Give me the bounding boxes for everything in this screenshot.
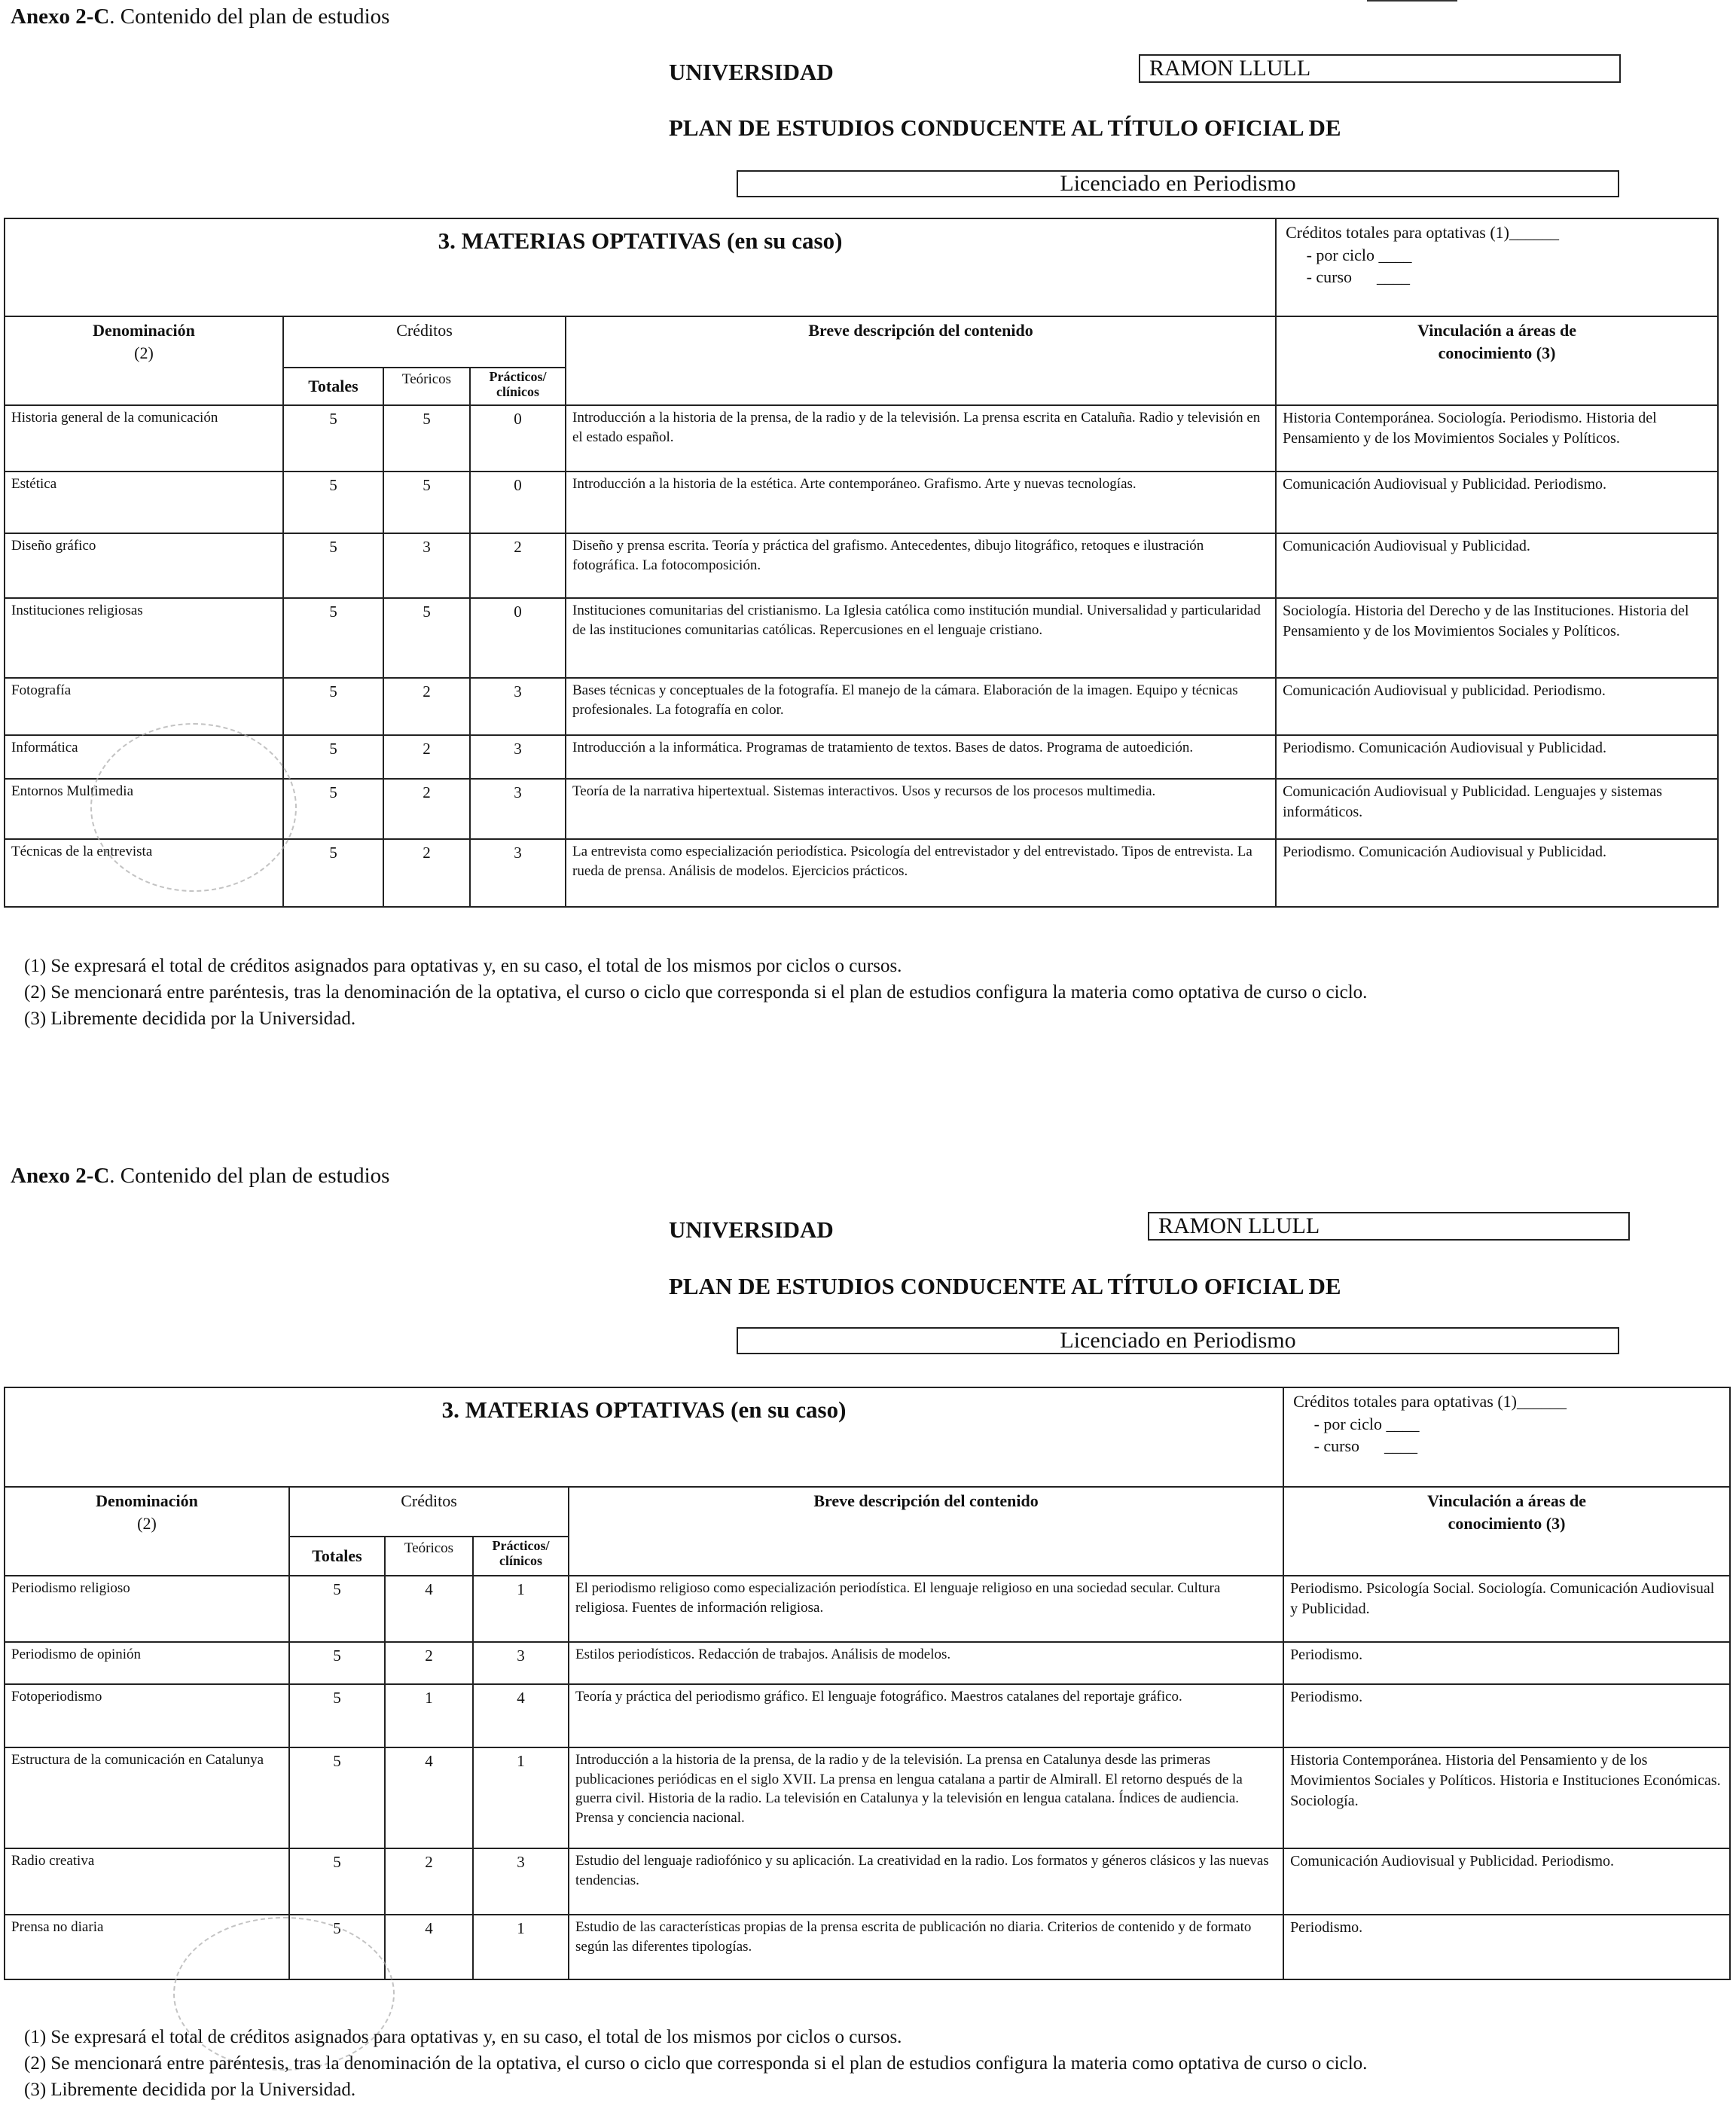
row-name: Técnicas de la entrevista xyxy=(5,839,283,907)
page-2 xyxy=(0,1164,1736,2112)
table-row xyxy=(5,1848,1730,1915)
top-rule xyxy=(1367,0,1457,2)
row-name: Diseño gráfico xyxy=(5,533,283,598)
row-description: Estudio de las características propias de la prensa escrita de publicación no diaria. Criterios de contenido y de formato según las diferentes tipologías. xyxy=(569,1915,1283,1979)
row-totales: 5 xyxy=(283,598,383,678)
row-area: Comunicación Audiovisual y Publicidad. xyxy=(1276,533,1718,598)
row-description: Teoría de la narrativa hipertextual. Sistemas interactivos. Usos y recursos de los procesos multimedia. xyxy=(566,779,1276,839)
row-totales: 5 xyxy=(289,1848,385,1915)
footnotes xyxy=(24,2024,1367,2103)
page-1 xyxy=(0,0,1736,1039)
table-row xyxy=(5,472,1718,533)
row-teoricos: 5 xyxy=(383,405,470,472)
table-row xyxy=(5,533,1718,598)
section-title: 3. MATERIAS OPTATIVAS (en su caso) xyxy=(5,218,1276,316)
table-row xyxy=(5,405,1718,472)
row-description: Introducción a la historia de la prensa, de la radio y de la televisión. La prensa escrita en Cataluña. Radio y televisión en el estado español. xyxy=(566,405,1276,472)
creditos-header: Créditos xyxy=(283,316,566,368)
universidad-label: UNIVERSIDAD xyxy=(669,59,834,85)
creditos-ciclo-line: - por ciclo ____ xyxy=(1286,245,1412,264)
footnote-3: (3) Libremente decidida por la Universidad. xyxy=(24,2080,356,2100)
totales-header: Totales xyxy=(283,368,383,405)
row-teoricos: 2 xyxy=(383,839,470,907)
row-teoricos: 5 xyxy=(383,472,470,533)
row-area: Comunicación Audiovisual y Publicidad. Periodismo. xyxy=(1276,472,1718,533)
vinculacion-header: Vinculación a áreas de conocimiento (3) xyxy=(1276,316,1718,405)
row-practicos: 4 xyxy=(473,1684,569,1747)
creditos-curso-line: - curso ____ xyxy=(1286,267,1411,287)
row-description: Estudio del lenguaje radiofónico y su aplicación. La creatividad en la radio. Los formatos y géneros clásicos y las nuevas tendencias. xyxy=(569,1848,1283,1915)
table-row xyxy=(5,598,1718,678)
footnote-3: (3) Libremente decidida por la Universidad. xyxy=(24,1009,356,1029)
row-name: Estructura de la comunicación en Catalunya xyxy=(5,1747,289,1848)
row-teoricos: 2 xyxy=(383,779,470,839)
row-description: Introducción a la historia de la prensa, de la radio y de la televisión. La prensa en Catalunya desde las primeras publicaciones periódicas en el siglo XVII. La prensa en lengua catalana a partir de Almirall. El retorno después de la guerra civil. Historia de la radio. La televisión en Catalunya y la televisión en lengua catalana. Índices de audiencia. Prensa y conciencia nacional. xyxy=(569,1747,1283,1848)
row-description: Introducción a la informática. Programas de tratamiento de textos. Bases de datos. Programa de autoedición. xyxy=(566,735,1276,779)
row-name: Periodismo religioso xyxy=(5,1576,289,1642)
row-totales: 5 xyxy=(289,1915,385,1979)
row-practicos: 3 xyxy=(470,839,566,907)
table-row xyxy=(5,1576,1730,1642)
row-area: Historia Contemporánea. Historia del Pensamiento y de los Movimientos Sociales y Políticos. Historia e Instituciones Económicas. Sociología. xyxy=(1283,1747,1730,1848)
row-teoricos: 4 xyxy=(385,1576,473,1642)
row-totales: 5 xyxy=(283,405,383,472)
row-area: Sociología. Historia del Derecho y de las Instituciones. Historia del Pensamiento y de los Movimientos Sociales y Políticos. xyxy=(1276,598,1718,678)
row-totales: 5 xyxy=(283,735,383,779)
section-title: 3. MATERIAS OPTATIVAS (en su caso) xyxy=(5,1387,1283,1487)
titulo-box: Licenciado en Periodismo xyxy=(737,1327,1619,1354)
anexo-heading: Anexo 2-C. Contenido del plan de estudios xyxy=(11,1164,390,1188)
row-totales: 5 xyxy=(283,839,383,907)
row-totales: 5 xyxy=(289,1684,385,1747)
row-practicos: 1 xyxy=(473,1915,569,1979)
row-practicos: 0 xyxy=(470,405,566,472)
footnote-1: (1) Se expresará el total de créditos asignados para optativas y, en su caso, el total de los mismos por ciclos o cursos. xyxy=(24,2027,902,2047)
row-totales: 5 xyxy=(283,779,383,839)
row-area: Periodismo. Comunicación Audiovisual y Publicidad. xyxy=(1276,735,1718,779)
row-name: Informática xyxy=(5,735,283,779)
plan-title: PLAN DE ESTUDIOS CONDUCENTE AL TÍTULO OFICIAL DE xyxy=(669,1273,1341,1299)
descripcion-header: Breve descripción del contenido xyxy=(566,316,1276,405)
row-practicos: 3 xyxy=(473,1848,569,1915)
materias-table xyxy=(4,1387,1731,1980)
footnote-1: (1) Se expresará el total de créditos asignados para optativas y, en su caso, el total de los mismos por ciclos o cursos. xyxy=(24,956,902,976)
practicos-header: Prácticos/ clínicos xyxy=(473,1537,569,1576)
row-practicos: 3 xyxy=(473,1642,569,1684)
row-name: Historia general de la comunicación xyxy=(5,405,283,472)
creditos-ciclo-line: - por ciclo ____ xyxy=(1293,1414,1420,1433)
creditos-header: Créditos xyxy=(289,1487,569,1537)
footnote-2: (2) Se mencionará entre paréntesis, tras la denominación de la optativa, el curso o ciclo que corresponda si el plan de estudios configura la materia como optativa de curso o ciclo. xyxy=(24,2053,1368,2074)
row-teoricos: 5 xyxy=(383,598,470,678)
row-practicos: 3 xyxy=(470,735,566,779)
row-teoricos: 3 xyxy=(383,533,470,598)
denominacion-header: Denominación (2) xyxy=(5,316,283,405)
row-name: Fotoperiodismo xyxy=(5,1684,289,1747)
row-practicos: 3 xyxy=(470,678,566,735)
row-description: Estilos periodísticos. Redacción de trabajos. Análisis de modelos. xyxy=(569,1642,1283,1684)
universidad-value: RAMON LLULL xyxy=(1148,1212,1630,1241)
row-practicos: 2 xyxy=(470,533,566,598)
table-row xyxy=(5,1747,1730,1848)
row-totales: 5 xyxy=(289,1747,385,1848)
footnote-2: (2) Se mencionará entre paréntesis, tras la denominación de la optativa, el curso o ciclo que corresponda si el plan de estudios configura la materia como optativa de curso o ciclo. xyxy=(24,982,1368,1003)
row-area: Comunicación Audiovisual y publicidad. Periodismo. xyxy=(1276,678,1718,735)
row-area: Comunicación Audiovisual y Publicidad. Lenguajes y sistemas informáticos. xyxy=(1276,779,1718,839)
footnotes xyxy=(24,953,1367,1032)
row-description: Teoría y práctica del periodismo gráfico. El lenguaje fotográfico. Maestros catalanes del reportaje gráfico. xyxy=(569,1684,1283,1747)
creditos-curso-line: - curso ____ xyxy=(1293,1436,1418,1456)
row-totales: 5 xyxy=(283,533,383,598)
row-teoricos: 4 xyxy=(385,1915,473,1979)
row-teoricos: 2 xyxy=(385,1848,473,1915)
row-description: Bases técnicas y conceptuales de la fotografía. El manejo de la cámara. Elaboración de la imagen. Equipo y técnicas profesionales. La fotografía en color. xyxy=(566,678,1276,735)
row-practicos: 1 xyxy=(473,1747,569,1848)
titulo-box: Licenciado en Periodismo xyxy=(737,170,1619,197)
row-description: El periodismo religioso como especialización periodística. El lenguaje religioso en una sociedad secular. Cultura religiosa. Fuentes de información religiosa. xyxy=(569,1576,1283,1642)
table-row xyxy=(5,1684,1730,1747)
table-row xyxy=(5,678,1718,735)
descripcion-header: Breve descripción del contenido xyxy=(569,1487,1283,1576)
seal-stamp xyxy=(90,723,297,892)
row-description: Introducción a la historia de la estética. Arte contemporáneo. Grafismo. Arte y nuevas tecnologías. xyxy=(566,472,1276,533)
teoricos-header: Teóricos xyxy=(385,1537,473,1576)
row-teoricos: 4 xyxy=(385,1747,473,1848)
row-area: Periodismo. xyxy=(1283,1915,1730,1979)
universidad-value: RAMON LLULL xyxy=(1139,54,1621,83)
row-area: Periodismo. Psicología Social. Sociología. Comunicación Audiovisual y Publicidad. xyxy=(1283,1576,1730,1642)
row-description: La entrevista como especialización periodística. Psicología del entrevistador y del entrevistado. Tipos de entrevista. La rueda de prensa. Análisis de modelos. Ejercicios prácticos. xyxy=(566,839,1276,907)
teoricos-header: Teóricos xyxy=(383,368,470,405)
universidad-label: UNIVERSIDAD xyxy=(669,1216,834,1243)
creditos-totales-line: Créditos totales para optativas (1)______ xyxy=(1293,1392,1567,1411)
creditos-totales-line: Créditos totales para optativas (1)______ xyxy=(1286,223,1559,242)
row-totales: 5 xyxy=(283,472,383,533)
row-area: Periodismo. xyxy=(1283,1684,1730,1747)
row-name: Estética xyxy=(5,472,283,533)
creditos-totales xyxy=(1276,218,1718,316)
row-teoricos: 2 xyxy=(383,735,470,779)
row-name: Fotografía xyxy=(5,678,283,735)
table-row xyxy=(5,1642,1730,1684)
row-name: Periodismo de opinión xyxy=(5,1642,289,1684)
row-area: Periodismo. xyxy=(1283,1642,1730,1684)
row-area: Comunicación Audiovisual y Publicidad. Periodismo. xyxy=(1283,1848,1730,1915)
row-teoricos: 1 xyxy=(385,1684,473,1747)
row-description: Instituciones comunitarias del cristianismo. La Iglesia católica como institución mundial. Universalidad y particularidad de las instituciones comunitarias católicas. Repercusiones en el lenguaje cristiano. xyxy=(566,598,1276,678)
row-area: Historia Contemporánea. Sociología. Periodismo. Historia del Pensamiento y de los Movimientos Sociales y Políticos. xyxy=(1276,405,1718,472)
row-teoricos: 2 xyxy=(383,678,470,735)
row-name: Prensa no diaria xyxy=(5,1915,289,1979)
creditos-totales xyxy=(1283,1387,1730,1487)
row-name: Entornos Multimedia xyxy=(5,779,283,839)
row-practicos: 0 xyxy=(470,472,566,533)
row-totales: 5 xyxy=(283,678,383,735)
denominacion-header: Denominación (2) xyxy=(5,1487,289,1576)
vinculacion-header: Vinculación a áreas de conocimiento (3) xyxy=(1283,1487,1730,1576)
row-name: Instituciones religiosas xyxy=(5,598,283,678)
row-practicos: 0 xyxy=(470,598,566,678)
row-area: Periodismo. Comunicación Audiovisual y Publicidad. xyxy=(1276,839,1718,907)
totales-header: Totales xyxy=(289,1537,385,1576)
row-practicos: 3 xyxy=(470,779,566,839)
practicos-header: Prácticos/ clínicos xyxy=(470,368,566,405)
row-totales: 5 xyxy=(289,1642,385,1684)
row-practicos: 1 xyxy=(473,1576,569,1642)
row-totales: 5 xyxy=(289,1576,385,1642)
row-teoricos: 2 xyxy=(385,1642,473,1684)
plan-title: PLAN DE ESTUDIOS CONDUCENTE AL TÍTULO OFICIAL DE xyxy=(669,114,1341,141)
row-name: Radio creativa xyxy=(5,1848,289,1915)
anexo-heading: Anexo 2-C. Contenido del plan de estudios xyxy=(11,5,390,29)
row-description: Diseño y prensa escrita. Teoría y práctica del grafismo. Antecedentes, dibujo litográfico, retoques e ilustración fotográfica. La fotocomposición. xyxy=(566,533,1276,598)
